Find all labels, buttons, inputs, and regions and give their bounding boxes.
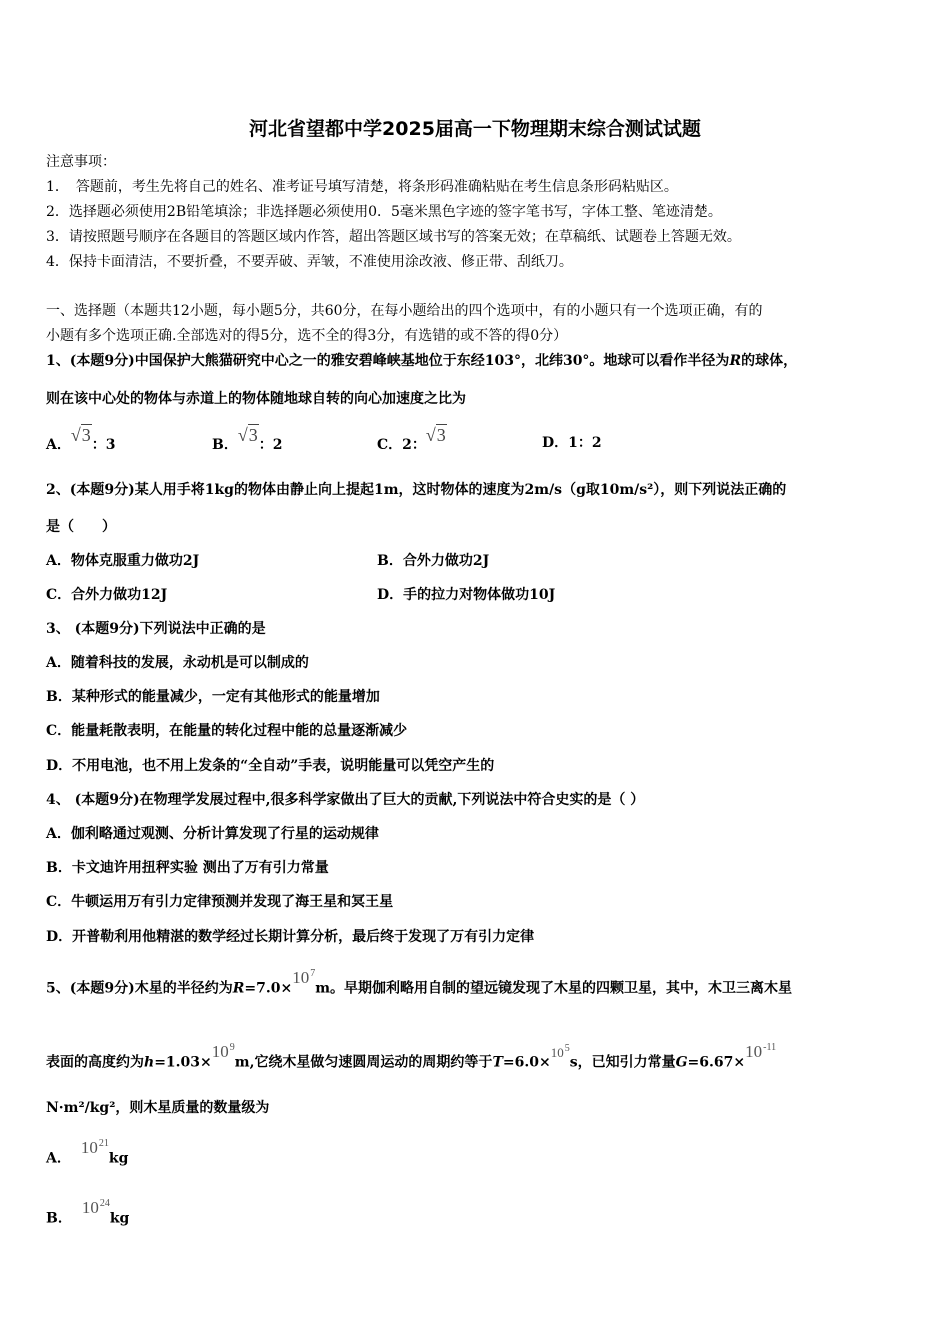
power-of-ten: $10^{24}$ (81, 1197, 110, 1217)
q4-option-d: D．开普勒利用他精湛的数学经过长期计算分析，最后终于发现了万有引力定律 (46, 929, 535, 945)
power-of-ten: $10^{21}$ (80, 1137, 109, 1157)
question-2-stem-cont: 是（ ） (46, 519, 116, 535)
notice-item: 4．保持卡面清洁，不要折叠，不要弄破、弄皱，不准使用涂改液、修正带、刮纸刀。 (46, 254, 573, 270)
q1-option-b: B．√3：2 (212, 425, 283, 453)
q4-option-c: C．牛顿运用万有引力定律预测并发现了海王星和冥王星 (46, 894, 394, 910)
question-1-stem: 1、(本题9分)中国保护大熊猫研究中心之一的雅安碧峰峡基地位于东经103°，北纬30°。地球可以看作半径为R的球体， (46, 353, 798, 369)
power-of-ten: $10^7$ (292, 967, 316, 987)
sqrt-icon: √3 (237, 425, 258, 445)
q2-option-a: A．物体克服重力做功2J (46, 553, 200, 569)
power-of-ten: $10^9$ (211, 1041, 235, 1061)
question-5-stem-cont: N·m²/kg²，则木星质量的数量级为 (46, 1100, 270, 1116)
question-1-stem-cont: 则在该中心处的物体与赤道上的物体随地球自转的向心加速度之比为 (46, 391, 466, 407)
question-5-stem-cont: 表面的高度约为$h=1.03\times 10^9m$,它绕木星做匀速圆周运动的周期约等于$T=6.0\times 10^5s$，已知引力常量$G=6.67\times 10^{-11}$ (46, 1041, 777, 1071)
notice-item: 3．请按照题号顺序在各题目的答题区域内作答，超出答题区域书写的答案无效；在草稿纸、试题卷上答题无效。 (46, 229, 741, 245)
question-2-stem: 2、(本题9分)某人用手将1kg的物体由静止向上提起1m，这时物体的速度为2m/s（g取10m/s²），则下列说法正确的 (46, 482, 787, 498)
q3-option-c: C．能量耗散表明，在能量的转化过程中能的总量逐渐减少 (46, 723, 408, 739)
q3-option-a: A．随着科技的发展，永动机是可以制成的 (46, 655, 309, 671)
q2-option-b: B．合外力做功2J (377, 553, 490, 569)
question-3-stem: 3、 (本题9分)下列说法中正确的是 (46, 621, 266, 637)
q4-option-b: B．卡文迪许用扭秤实验 测出了万有引力常量 (46, 860, 329, 876)
q2-option-c: C．合外力做功12J (46, 587, 168, 603)
sqrt-icon: √3 (425, 425, 446, 445)
question-4-stem: 4、 (本题9分)在物理学发展过程中,很多科学家做出了巨大的贡献,下列说法中符合史实的是（ ） (46, 792, 645, 808)
q1-option-d: D．1：2 (542, 435, 602, 451)
section-intro-line: 一、选择题（本题共12小题，每小题5分，共60分，在每小题给出的四个选项中，有的小题只有一个选项正确，有的 (46, 303, 763, 319)
notice-item: 1． 答题前，考生先将自己的姓名、准考证号填写清楚，将条形码准确粘贴在考生信息条形码粘贴区。 (46, 179, 678, 195)
q4-option-a: A．伽利略通过观测、分析计算发现了行星的运动规律 (46, 826, 379, 842)
q1-option-a: A．√3：3 (46, 425, 116, 453)
page-title: 河北省望都中学2025届高一下物理期末综合测试试题 (249, 118, 701, 140)
q3-option-d: D．不用电池，也不用上发条的“全自动”手表，说明能量可以凭空产生的 (46, 758, 495, 774)
sqrt-icon: √3 (70, 425, 91, 445)
q5-option-b: B．$10^{24}kg$ (46, 1197, 130, 1227)
q1-option-c: C．2：√3 (377, 425, 446, 453)
question-5-stem: 5、(本题9分)木星的半径约为$R=7.0\times 10^7m$。早期伽利略用自制的望远镜发现了木星的四颗卫星，其中，木卫三离木星 (46, 967, 793, 997)
q3-option-b: B．某种形式的能量减少，一定有其他形式的能量增加 (46, 689, 380, 705)
notice-heading: 注意事项： (46, 154, 116, 170)
q2-option-d: D．手的拉力对物体做功10J (377, 587, 556, 603)
section-intro-line: 小题有多个选项正确.全部选对的得5分，选不全的得3分，有选错的或不答的得0分） (46, 328, 568, 344)
power-of-ten: $10^5$ (550, 1043, 570, 1060)
power-of-ten: $10^{-11}$ (745, 1041, 777, 1061)
q5-option-a: A．$10^{21}kg$ (46, 1137, 129, 1167)
notice-item: 2．选择题必须使用2B铅笔填涂；非选择题必须使用0．5毫米黑色字迹的签字笔书写，字体工整、笔迹清楚。 (46, 204, 722, 220)
